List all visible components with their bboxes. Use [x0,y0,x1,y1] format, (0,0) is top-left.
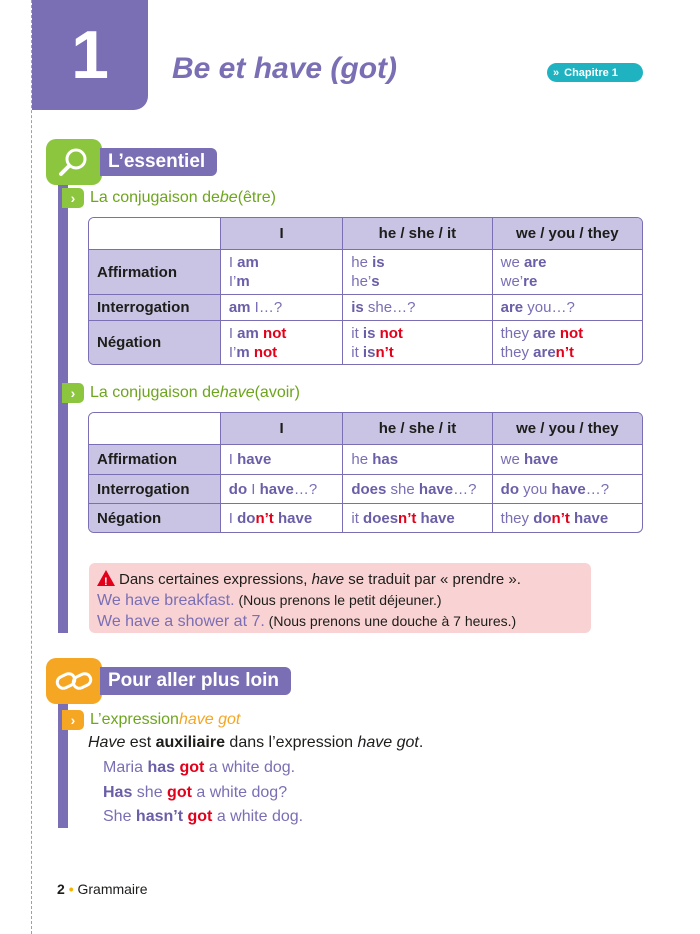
warning-note [89,563,591,633]
cell-line [229,450,335,469]
note-example: We have a shower at 7. (Nous prenons une douche à 7 heures.) [97,613,517,630]
table-cell [342,503,491,532]
text-run: I [228,451,238,468]
text-run: we’ [500,273,524,290]
table-cell [342,250,491,294]
cell-line [501,272,634,291]
text-run: re [523,273,538,290]
text-run: is [372,254,385,271]
section-title: Pour aller plus loin [100,667,291,695]
table-cell [342,320,491,364]
text-run: I [228,254,238,271]
page-footer [57,881,148,897]
cell-line [229,509,335,528]
footer-section: Grammaire [77,881,148,897]
row-header: Affirmation [89,445,220,474]
table-row [89,250,642,294]
subtitle-have-got: › L’expression have got [62,710,240,730]
text-run: it [351,343,363,361]
table-corner [89,218,220,250]
text-run: you…? [523,299,575,316]
cell-line [351,450,483,469]
text-run: he [351,254,373,271]
text-run: I [247,480,260,498]
text-run: not [379,324,403,342]
row-header: Négation [89,320,220,364]
table-cell [220,294,342,320]
table-row [89,503,642,532]
table-cell [342,474,491,503]
text-run: she…? [363,299,416,316]
text-run: are [523,254,547,271]
text-run: I…? [250,299,283,316]
explanation: Have est auxiliaire dans l’expression have got. [88,734,424,751]
section-bar [58,175,68,633]
text-run: got [187,808,213,825]
table-row [89,474,642,503]
column-header: he / she / it [342,218,491,250]
example-sentence [103,784,287,802]
text-run: got [179,759,205,776]
chevron-right-icon: › [62,710,84,730]
text-run: a white dog. [212,808,304,825]
text-run: Maria [103,759,148,776]
text-run: it [351,509,364,527]
cell-line [351,298,483,317]
subtitle-be: › La conjugaison de be (être) [62,188,276,208]
text-run: am [228,299,251,316]
cell-line [501,253,634,272]
text-run: is [362,343,376,361]
column-header: I [220,413,343,445]
text-run: are [533,324,556,342]
chapter-badge[interactable] [547,63,643,82]
column-header: I [220,218,342,250]
row-header: Interrogation [89,474,220,503]
example-sentence [103,808,303,826]
text-run: am [237,324,259,342]
cell-line [229,324,334,343]
text-run: do [533,509,552,527]
cell-line [501,450,634,469]
text-run: a white dog? [191,784,288,801]
text-run: is [351,299,364,316]
text-run: have [524,451,559,468]
text-run: not [253,343,278,361]
text-run: have [259,480,294,498]
chevron-right-icon: › [62,188,84,208]
section-title: L’essentiel [100,148,217,176]
text-run: he’ [351,273,372,290]
cell-line [229,253,334,272]
table-cell [342,445,491,474]
cell-line [351,343,483,362]
text-run: have [237,451,272,468]
section-header-essentiel [46,139,217,185]
text-run: does [351,480,387,498]
text-run: Has [103,784,133,801]
text-run: m [236,273,250,290]
chapter-number: 1 [32,0,148,110]
cell-line [351,253,483,272]
text-run: they [500,324,534,342]
cell-line [229,480,335,499]
table-cell [342,294,491,320]
conjugation-table-have [88,412,643,533]
text-run: n’t [255,509,274,527]
table-cell [220,503,343,532]
text-run: n’t [551,509,570,527]
text-run: do [237,509,256,527]
text-run: do [228,480,248,498]
table-corner [89,413,220,445]
text-run: they [500,343,534,361]
row-header: Interrogation [89,294,220,320]
table-cell [220,320,342,364]
text-run: she [132,784,168,801]
cell-line [229,272,334,291]
column-header: we / you / they [492,218,642,250]
text-run: I’ [228,343,237,361]
table-cell [492,503,642,532]
note-example: We have breakfast. (Nous prenons le petit déjeuner.) [97,592,442,609]
text-run: s [371,273,380,290]
text-run: n’t [398,509,417,527]
page-title: Be et have (got) [172,52,398,85]
text-run: does [363,509,399,527]
cell-line [229,298,334,317]
chapter-badge-label: Chapitre 1 [564,66,618,79]
cell-line [351,480,483,499]
text-run: She [103,808,136,825]
table-cell [492,250,642,294]
text-run: you [519,480,552,498]
text-run: he [351,451,373,468]
text-run: I [228,324,238,342]
chain-link-icon [46,658,102,704]
text-run: has [147,759,176,776]
table-cell [492,474,642,503]
table-row [89,294,642,320]
cell-line [229,343,334,362]
example-sentence [103,759,295,777]
magnifier-icon [46,139,102,185]
warning-icon [97,570,115,586]
text-run: hasn’t [135,808,184,825]
double-chevron-icon: » [553,66,560,79]
cell-line [501,509,634,528]
text-run: …? [585,480,610,498]
cell-line [351,324,483,343]
text-run: have [277,509,313,527]
text-run: am [237,254,259,271]
bullet-dot: • [68,881,74,897]
text-run: we [500,254,524,271]
table-cell [492,320,642,364]
table-cell [220,250,342,294]
section-header-plus-loin [46,658,291,704]
text-run: I [228,509,238,527]
text-run: …? [453,480,477,498]
text-run: are [500,299,524,316]
text-run: n’t [555,343,574,361]
text-run: they [500,509,534,527]
text-run: not [263,324,287,342]
text-run: n’t [375,343,394,361]
text-run: have [420,509,455,527]
text-run: …? [293,480,318,498]
page-number: 2 [57,881,65,897]
cell-line [501,324,634,343]
cell-line [501,480,634,499]
row-header: Affirmation [89,250,220,294]
row-header: Négation [89,503,220,532]
table-cell [492,445,642,474]
cell-line [351,509,483,528]
note-line: !Dans certaines expressions, have se traduit par « prendre ». [97,568,583,590]
table-cell [220,445,343,474]
chevron-right-icon: › [62,383,84,403]
text-run: not [559,324,584,342]
text-run: she [386,480,419,498]
conjugation-table-be [88,217,643,365]
table-row [89,445,642,474]
text-run: it [351,324,363,342]
text-run: do [500,480,519,498]
text-run: m [236,343,250,361]
subtitle-have: › La conjugaison de have (avoir) [62,383,300,403]
text-run: a white dog. [204,759,296,776]
column-header: he / she / it [342,413,491,445]
table-cell [220,474,343,503]
text-run: is [362,324,376,342]
text-run: we [500,451,525,468]
text-run: got [167,784,192,801]
text-run: has [372,451,399,468]
column-header: we / you / they [492,413,642,445]
cell-line [501,343,634,362]
table-cell [492,294,642,320]
text-run: have [418,480,454,498]
text-run: I’ [228,273,237,290]
table-row [89,320,642,364]
cut-line [31,0,32,934]
cell-line [501,298,634,317]
text-run: are [533,343,556,361]
text-run: have [574,509,609,527]
text-run: have [551,480,586,498]
cell-line [351,272,483,291]
